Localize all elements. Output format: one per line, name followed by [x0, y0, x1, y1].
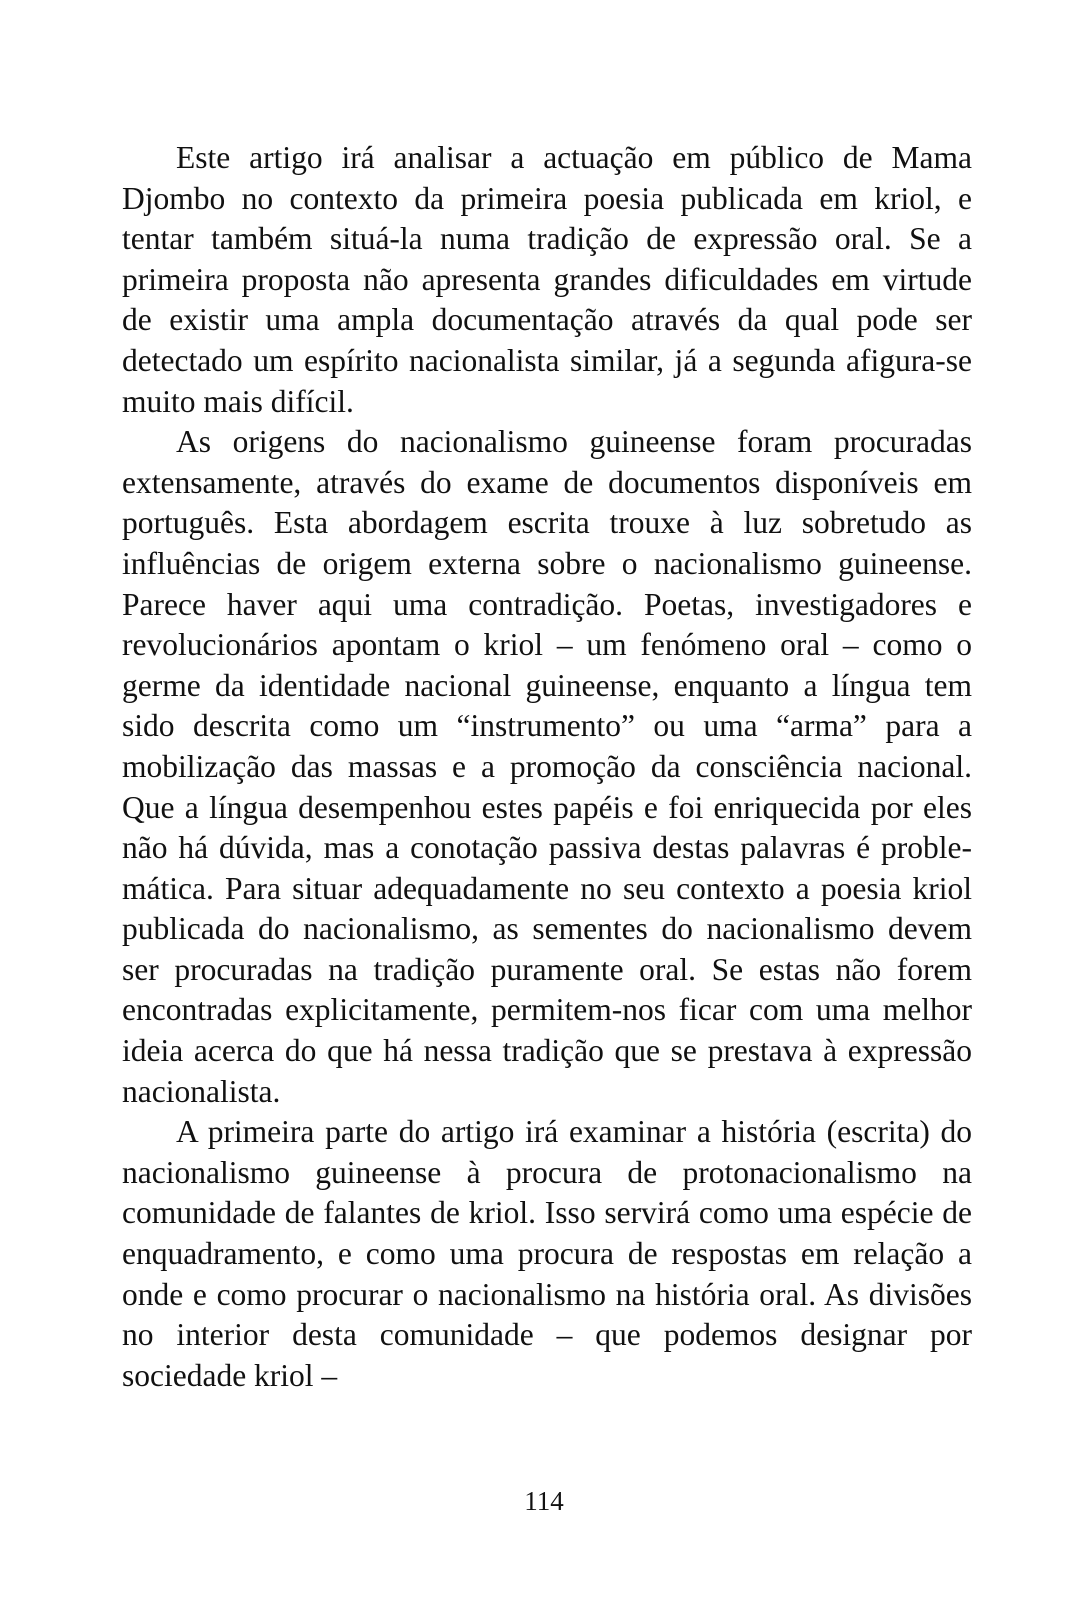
- page-number: 114: [524, 1486, 564, 1516]
- paragraph-3: A primeira parte do artigo irá examinar a história (escrita) do nacionalismo guineense à procura de protonacionalismo na comunidade de falantes de kriol. Isso servirá como uma espécie de enquadramento, e como uma procura de respostas em relação a onde e como procurar o nacionalismo na história oral. As divisões no interior desta comunidade – que podemos designar por sociedade kriol –: [122, 1114, 972, 1393]
- paragraph-2: As origens do nacionalismo guineense foram procuradas extensamente, através do exame de documentos disponíveis em português. Esta abordagem escrita trouxe à luz sobretudo as influências de origem externa sobre o nacionalismo guineense. Parece haver aqui uma contradição. Poetas, investigadores e revolucionários apontam o kriol – um fenómeno oral – como o germe da identidade nacional guineense, enquanto a língua tem sido descrita como um “instrumento” ou uma “arma” para a mobilização das massas e a promoção da consciência nacional. Que a língua desempenhou estes papéis e foi enriquecida por eles não há dúvida, mas a conotação passiva destas palavras é problemática. Para situar adequadamente no seu contexto a poesia kriol publicada do nacionalismo, as sementes do nacionalismo devem ser procuradas na tradição puramente oral. Se estas não forem encontradas explicitamente, permitem-nos ficar com uma melhor ideia acerca do que há nessa tradição que se prestava à expressão nacionalista.: [122, 424, 972, 1109]
- body-text: [122, 138, 972, 1396]
- paragraph-1: Este artigo irá analisar a actuação em público de Mama Djombo no contexto da primeira poesia publicada em kriol, e tentar também situá-la numa tradição de expressão oral. Se a primeira proposta não apresenta grandes dificuldades em virtude de existir uma ampla documentação através da qual pode ser detectado um espírito nacionalista similar, já a segunda afigura-se muito mais difícil.: [122, 140, 972, 419]
